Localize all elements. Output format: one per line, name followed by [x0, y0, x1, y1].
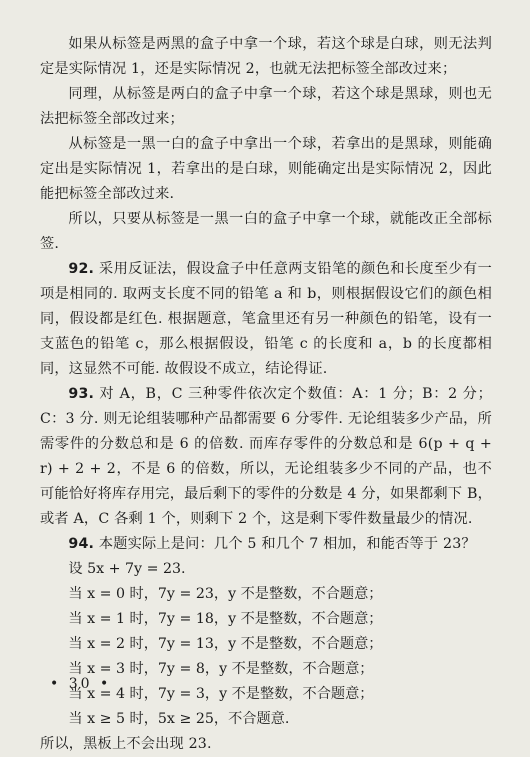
case-line: 当 x = 3 时，7y = 8，y 不是整数，不合题意；: [68, 661, 374, 677]
case-line: 当 x = 1 时，7y = 18，y 不是整数，不合题意；: [68, 611, 383, 627]
paragraph-two-black-case: 如果从标签是两黑的盒子中拿一个球，若这个球是白球，则无法判定是实际情况 1，还是实际情况 2，也就无法把标签全部改过来；: [40, 36, 492, 77]
problem-94-conclusion: 所以，黑板上不会出现 23.: [40, 736, 212, 752]
paragraph-conclusion: 所以，只要从标签是一黑一白的盒子中拿一个球，就能改正全部标签.: [40, 211, 492, 252]
problem-92: [40, 257, 492, 382]
problem-93-text: 对 A，B，C 三种零件依次定个数值：A：1 分；B：2 分；C：3 分. 则无论组装哪种产品都需要 6 分零件. 无论组装多少产品，所需零件的分数总和是 6 的倍数. 而库存零件的分数总和是 6(p + q + r) + 2 + 2，不是 6 的倍数，所以，无论组装多少不同的产品，也不可能恰好将库存用完，最后剩下的零件的分数是 4 分，如果都剩下 B，或者 A，C 各剩 1 个，则剩下 2 个，这是剩下零件数量最少的情况.: [40, 386, 492, 527]
case-line: 当 x = 0 时，7y = 23，y 不是整数，不合题意；: [68, 586, 383, 602]
case-line: 当 x ≥ 5 时，5x ≥ 25，不合题意.: [68, 711, 290, 727]
problem-93-number: 93.: [68, 386, 95, 402]
paragraph-mixed-case: 从标签是一黑一白的盒子中拿出一个球，若拿出的是黑球，则能确定出是实际情况 1，若拿出的是白球，则能确定出是实际情况 2，因此能把标签全部改过来.: [40, 136, 492, 202]
problem-93: [40, 382, 492, 532]
case-line: 当 x = 4 时，7y = 3，y 不是整数，不合题意；: [68, 686, 374, 702]
problem-94-setup: 设 5x + 7y = 23.: [68, 561, 186, 577]
case-line: 当 x = 2 时，7y = 13，y 不是整数，不合题意；: [68, 636, 383, 652]
page-number: • 30 •: [50, 676, 112, 692]
problem-92-text: 采用反证法，假设盒子中任意两支铅笔的颜色和长度至少有一项是相同的. 取两支长度不同的铅笔 a 和 b，则根据假设它们的颜色相同，假设都是红色. 根据题意，笔盒里还有另一种颜色的铅笔，设有一支蓝色的铅笔 c，那么根据假设，铅笔 c 的长度和 a，b 的长度都相同，这显然不可能. 故假设不成立，结论得证.: [40, 261, 492, 377]
problem-94-number: 94.: [68, 536, 95, 552]
paragraph-two-white-case: 同理，从标签是两白的盒子中拿一个球，若这个球是黑球，则也无法把标签全部改过来；: [40, 86, 492, 127]
problem-94-text: 本题实际上是问：几个 5 和几个 7 相加，和能否等于 23？: [94, 536, 476, 552]
problem-94: [40, 532, 492, 557]
problem-92-number: 92.: [68, 261, 95, 277]
